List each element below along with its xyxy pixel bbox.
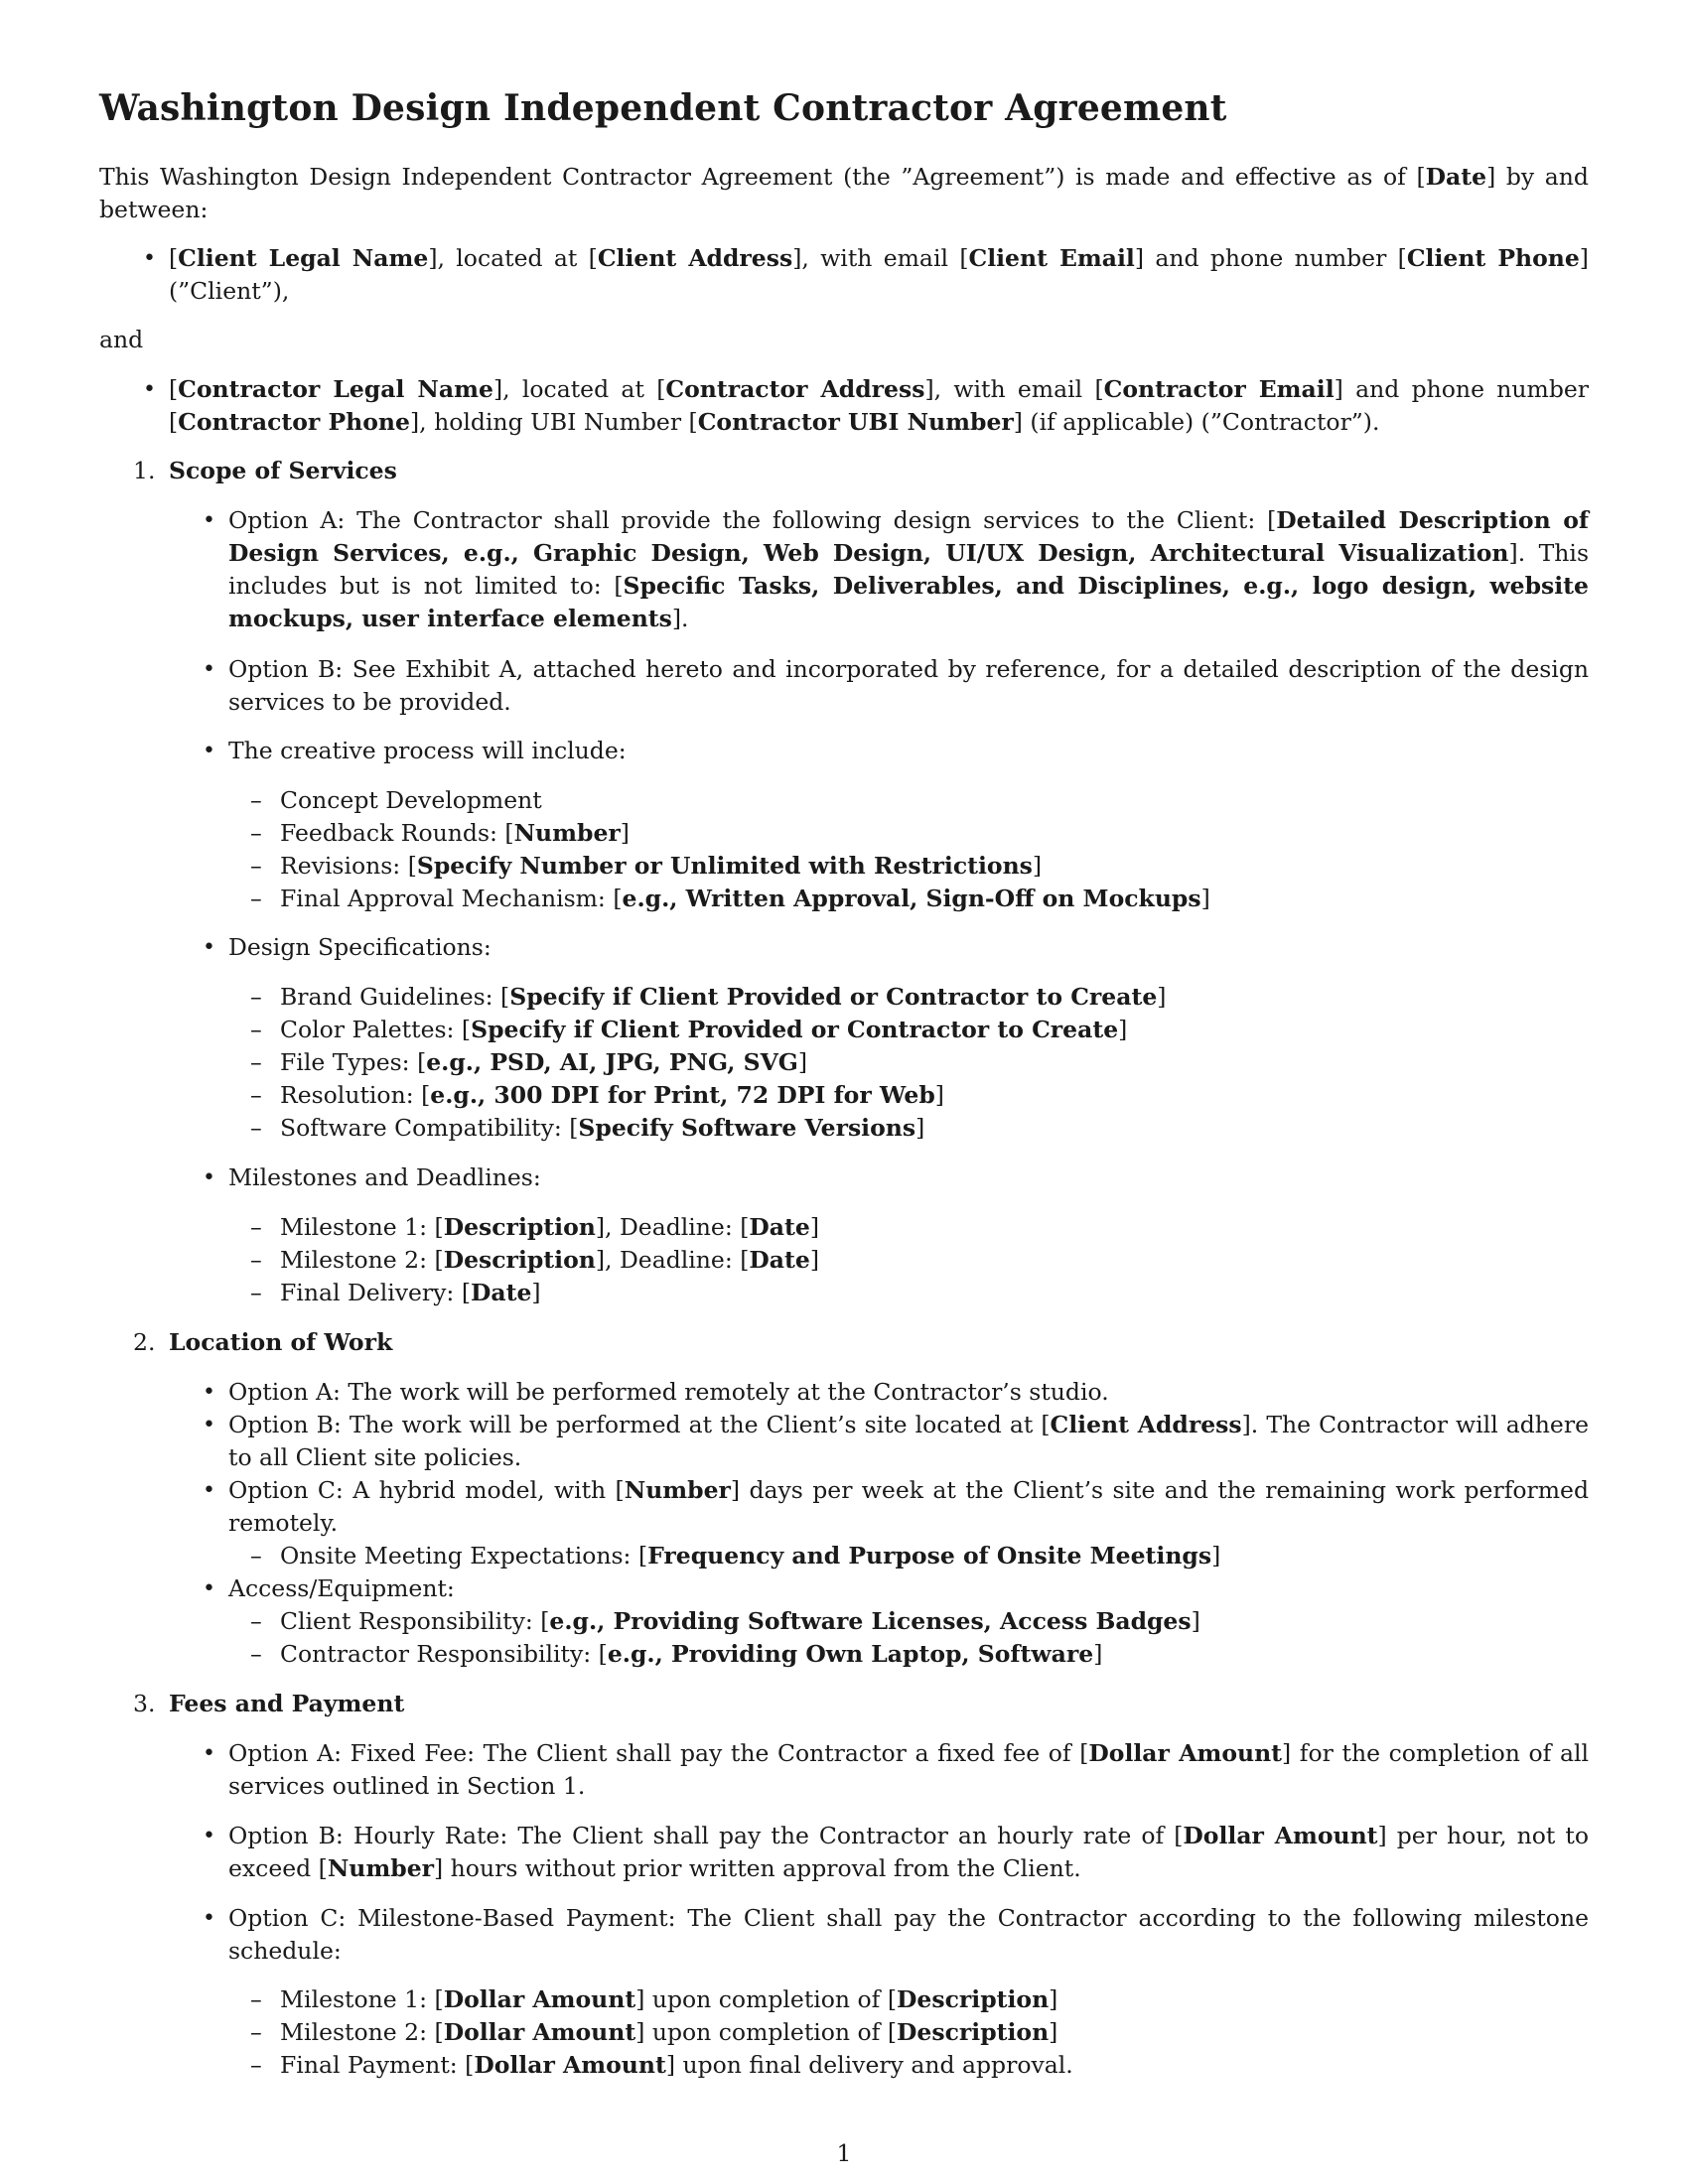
bullet-icon: • [203,657,215,682]
document-page [99,0,1589,2184]
document-title: Washington Design Independent Contractor Agreement [99,87,1227,129]
list-item: – Contractor Responsibility: [e.g., Providing Own Laptop, Software] [250,1640,1103,1668]
list-item: – Concept Development [250,786,542,814]
list-item: – Revisions: [Specify Number or Unlimited with Restrictions] [250,852,1043,880]
bullet-icon: • [203,1576,215,1601]
bullet-icon: • [203,1380,215,1405]
section-heading: 1. Scope of Services [133,457,397,484]
list-item: – Client Responsibility: [e.g., Providing Software Licenses, Access Badges] [250,1607,1200,1635]
location-option-b: • Option B: The work will be performed at the Client’s site located at [Client Address]. The Contractor will adhere to all Client site policies. [203,1411,1589,1471]
fee-option-b: • Option B: Hourly Rate: The Client shall pay the Contractor an hourly rate of [Dollar Amount] per hour, not to exceed [Number] hours without prior written approval from the Client. [203,1822,1590,1882]
and-text: and [99,326,144,353]
bullet-icon: • [203,1906,215,1931]
list-item: – File Types: [e.g., PSD, AI, JPG, PNG, SVG] [250,1048,808,1076]
list-item: – Final Delivery: [Date] [250,1279,541,1306]
bullet-icon: • [203,739,215,763]
access-equipment-label: • Access/Equipment: [228,1572,1589,1605]
scope-option-a: • Option A: The Contractor shall provide the following design services to the Client: [Detailed Description of Design Services, e.g., Graphic Design, Web Design, UI/UX Design, Architectural Visualization]. This includes but is not limited to: [Specific Tasks, Deliverables, and Disciplines, e.g., logo design, website mockups, user interface elements]. [203,506,1590,632]
bullet-icon: • [143,377,156,402]
bullet-icon: • [203,1413,215,1437]
location-option-c: • Option C: A hybrid model, with [Number] days per week at the Client’s site and the remaining work performed remotely. [203,1476,1590,1537]
section-heading: 3. Fees and Payment [133,1690,405,1717]
list-item: – Milestone 1: [Dollar Amount] upon completion of [Description] [250,1985,1058,2013]
intro-paragraph: This Washington Design Independent Contractor Agreement (the ”Agreement”) is made and effective as of [Date] by and between: [99,163,1589,223]
bullet-icon: • [203,1478,215,1503]
list-item: – Milestone 2: [Description], Deadline: [Date] [250,1246,819,1274]
milestones-label: • Milestones and Deadlines: [228,1161,1589,1194]
creative-process-label: • The creative process will include: [228,735,1589,767]
party-client: • [Client Legal Name], located at [Client Address], with email [Client Email] and phone number [Client Phone] (”Client”), [143,244,1589,305]
list-item: – Milestone 1: [Description], Deadline: [Date] [250,1213,819,1241]
bullet-icon: • [203,1824,215,1848]
bullet-icon: • [203,508,215,533]
fee-option-a: • Option A: Fixed Fee: The Client shall pay the Contractor a fixed fee of [Dollar Amount] for the completion of all services outlined in Section 1. [203,1739,1590,1800]
list-item: – Onsite Meeting Expectations: [Frequency and Purpose of Onsite Meetings] [250,1542,1221,1570]
list-item: – Resolution: [e.g., 300 DPI for Print, 72 DPI for Web] [250,1081,944,1109]
page-number: 1 [836,2139,852,2167]
location-option-a: • Option A: The work will be performed remotely at the Contractor’s studio. [228,1376,1589,1409]
list-item: – Feedback Rounds: [Number] [250,819,630,847]
scope-option-b: • Option B: See Exhibit A, attached hereto and incorporated by reference, for a detailed description of the design services to be provided. [203,655,1589,716]
list-item: – Final Payment: [Dollar Amount] upon final delivery and approval. [250,2051,1073,2079]
party-contractor: • [Contractor Legal Name], located at [Contractor Address], with email [Contractor Email] and phone number [Contractor Phone], holding UBI Number [Contractor UBI Number] (if applicable) (”Contractor”). [143,375,1590,436]
list-item: – Milestone 2: [Dollar Amount] upon completion of [Description] [250,2018,1058,2046]
bullet-icon: • [203,1741,215,1766]
design-specs-label: • Design Specifications: [228,931,1589,964]
list-item: – Brand Guidelines: [Specify if Client Provided or Contractor to Create] [250,983,1167,1011]
fee-option-c: • Option C: Milestone-Based Payment: The Client shall pay the Contractor according to the following milestone schedule: [203,1904,1589,1965]
list-item: – Color Palettes: [Specify if Client Provided or Contractor to Create] [250,1016,1128,1043]
bullet-icon: • [143,246,156,271]
list-item: – Final Approval Mechanism: [e.g., Written Approval, Sign-Off on Mockups] [250,885,1210,912]
section-heading: 2. Location of Work [133,1328,393,1356]
bullet-icon: • [203,935,215,960]
list-item: – Software Compatibility: [Specify Software Versions] [250,1114,925,1142]
bullet-icon: • [203,1165,215,1190]
